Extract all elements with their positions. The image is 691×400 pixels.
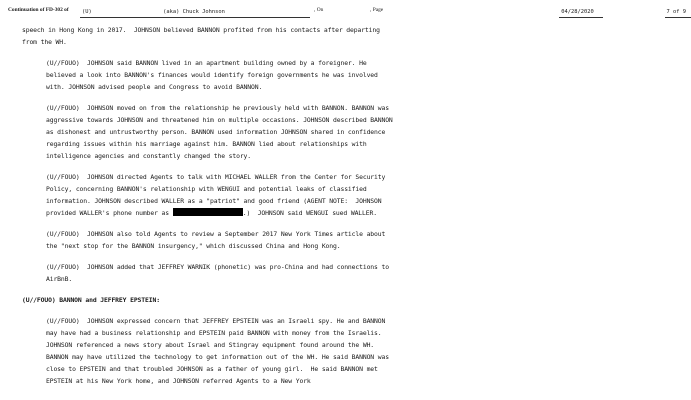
page-label: , Page: [370, 7, 384, 13]
paragraph-text: .) JOHNSON said WENGUI sued WALLER.: [242, 209, 377, 217]
on-label: , On: [314, 7, 324, 13]
paragraph-waller: [22, 171, 394, 219]
date-field: 04/28/2020: [559, 8, 603, 18]
subject-prefix: (U): [82, 9, 92, 15]
section-heading: (U//FOUO) BANNON and JEFFREY EPSTEIN:: [22, 296, 160, 304]
redaction-block: [173, 208, 243, 216]
subject-name-field: [80, 8, 310, 18]
paragraph: (U//FOUO) JOHNSON also told Agents to review a September 2017 New York Times article about the "next stop for the BANNON insurgency," which discussed China and Hong Kong.: [46, 230, 389, 250]
paragraph: (U//FOUO) JOHNSON added that JEFFREY WARNIK (phonetic) was pro-China and had connections to AirBnB.: [46, 263, 393, 283]
paragraph: (U//FOUO) JOHNSON expressed concern that JEFFREY EPSTEIN was an Israeli spy. He and BANNON may have had a business relationship and EPSTEIN paid BANNON with money from the Israelis. JOHNSON referenced a news story about Israel and Stingray equipment found around the WH. BANNON may have utilized the technology to get information out of the WH. He said BANNON was close to EPSTEIN and that troubled JOHNSON as a father of young girl. He said BANNON met EPSTEIN at his New York home, and JOHNSON referred Agents to a New York: [46, 317, 393, 385]
form-header: [8, 3, 686, 17]
paragraph: (U//FOUO) JOHNSON moved on from the relationship he previously held with BANNON. BANNON was aggressive towards JOHNSON and threatened him on multiple occasions. JOHNSON described BANNON as dishonest and untrustworthy person. BANNON used information JOHNSON shared in confidence regarding issues within his marriage against him. BANNON lied about relationships with intelligence agencies and constantly changed the story.: [46, 104, 397, 160]
continuation-label: Continuation of FD-302 of: [8, 7, 69, 13]
paragraph: (U//FOUO) JOHNSON said BANNON lived in an apartment building owned by a foreigner. He believed a look into BANNON's finances would identify foreign governments he was involved with. JOHNSON advised people and Congress to avoid BANNON.: [46, 59, 382, 91]
document-body: [22, 24, 397, 396]
paragraph: speech in Hong Kong in 2017. JOHNSON believed BANNON profited from his contacts after departing from the WH.: [22, 26, 384, 46]
subject-name: (aka) Chuck Johnson: [163, 9, 225, 15]
paragraph-text: (U//FOUO) JOHNSON directed Agents to talk with MICHAEL WALLER from the Center for Security Policy, concerning BANNON's relationship with WENGUI and potential leaks of classified information. JOHNSON described WALLER as a "patriot" and good friend (AGENT NOTE: JOHNSON provided WALLER's phone number as: [46, 173, 389, 217]
page-number-field: 7 of 9: [665, 8, 691, 18]
